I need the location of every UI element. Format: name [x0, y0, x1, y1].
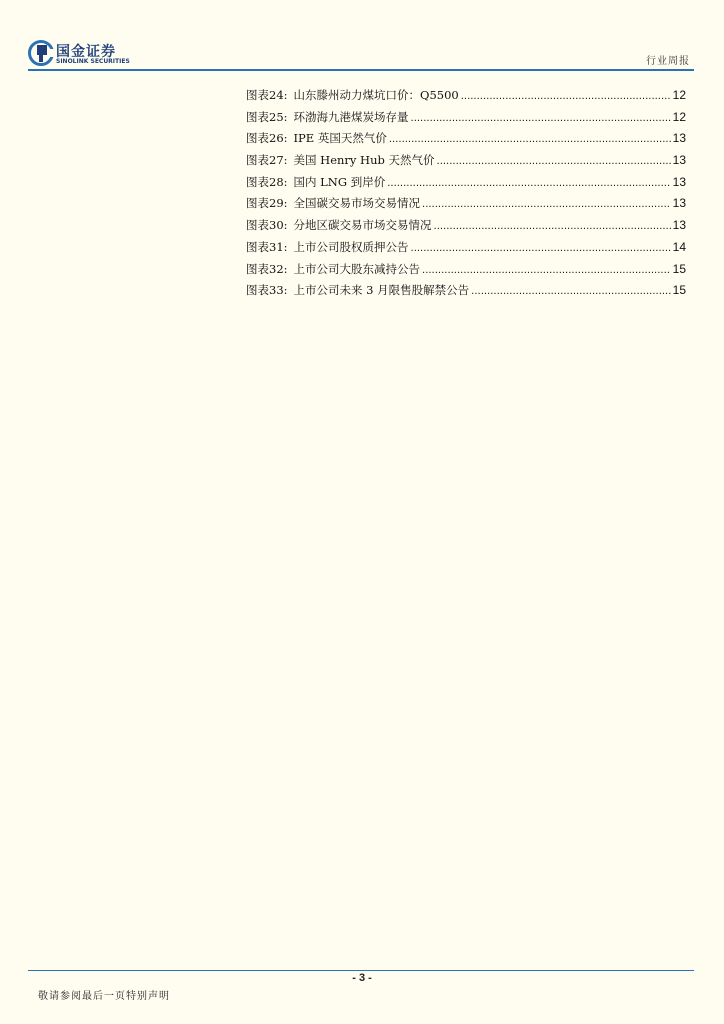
- toc-entry-title: 上市公司股权质押公告: [293, 239, 409, 254]
- table-of-figures: [246, 87, 686, 304]
- report-type: 行业周报: [646, 56, 690, 67]
- logo-chinese-name: 国金证券: [56, 44, 116, 60]
- toc-entry-label: 图表25:: [246, 109, 288, 124]
- toc-entry[interactable]: [246, 261, 686, 283]
- toc-entry[interactable]: [246, 109, 686, 131]
- toc-entry-title: 国内 LNG 到岸价: [293, 174, 386, 189]
- toc-entry-page: 13: [672, 174, 686, 189]
- toc-entry-page: 13: [672, 153, 686, 168]
- toc-entry-label: 图表32:: [246, 261, 288, 276]
- toc-entry[interactable]: [246, 152, 686, 174]
- toc-entry-title: 山东滕州动力煤坑口价：Q5500: [293, 88, 459, 102]
- toc-dot-leader: [437, 156, 671, 167]
- toc-entry[interactable]: [246, 174, 686, 196]
- toc-entry[interactable]: [246, 130, 686, 152]
- toc-entry[interactable]: [246, 282, 686, 304]
- toc-entry[interactable]: [246, 87, 686, 109]
- page-header: [0, 0, 724, 72]
- toc-entry-page: 15: [672, 283, 686, 298]
- toc-entry[interactable]: [246, 217, 686, 239]
- sinolink-logo-icon: [28, 40, 54, 66]
- toc-entry-label: 图表30:: [246, 218, 288, 233]
- footer-divider: [28, 970, 694, 971]
- header-divider: [28, 69, 694, 71]
- page-number: - 3 -: [352, 972, 372, 984]
- toc-entry-page: 12: [672, 88, 686, 102]
- toc-entry-page: 14: [672, 239, 686, 254]
- toc-dot-leader: [422, 265, 671, 276]
- toc-dot-leader: [422, 199, 671, 210]
- toc-entry-title: 上市公司未来 3 月限售股解禁公告: [293, 283, 470, 298]
- toc-entry-title: 上市公司大股东减持公告: [293, 261, 421, 276]
- toc-entry-label: 图表28:: [246, 174, 288, 189]
- toc-entry-title: 美国 Henry Hub 天然气价: [293, 153, 435, 168]
- toc-entry-page: 13: [672, 131, 686, 146]
- toc-entry-title: 全国碳交易市场交易情况: [293, 196, 421, 211]
- toc-entry-label: 图表24:: [246, 88, 288, 102]
- disclaimer-note: 敬请参阅最后一页特别声明: [38, 991, 170, 1002]
- toc-entry-page: 15: [672, 261, 686, 276]
- company-logo: [28, 40, 140, 68]
- toc-dot-leader: [471, 286, 670, 297]
- toc-dot-leader: [389, 134, 671, 145]
- toc-entry-label: 图表33:: [246, 283, 288, 298]
- logo-english-name: SINOLINK SECURITIES: [56, 58, 130, 65]
- toc-entry-page: 13: [672, 196, 686, 211]
- toc-entry[interactable]: [246, 239, 686, 261]
- toc-dot-leader: [411, 243, 671, 254]
- toc-entry-label: 图表27:: [246, 153, 288, 168]
- toc-entry-label: 图表26:: [246, 131, 288, 146]
- toc-dot-leader: [411, 113, 671, 124]
- toc-entry-title: 环渤海九港煤炭场存量: [293, 109, 409, 124]
- toc-entry-page: 13: [672, 218, 686, 233]
- toc-entry-title: IPE 英国天然气价: [293, 131, 387, 146]
- toc-entry[interactable]: [246, 195, 686, 217]
- toc-entry-page: 12: [672, 109, 686, 124]
- toc-dot-leader: [434, 221, 671, 232]
- toc-entry-label: 图表29:: [246, 196, 288, 211]
- toc-entry-label: 图表31:: [246, 239, 288, 254]
- toc-dot-leader: [461, 91, 671, 102]
- toc-entry-title: 分地区碳交易市场交易情况: [293, 218, 432, 233]
- toc-dot-leader: [387, 178, 670, 189]
